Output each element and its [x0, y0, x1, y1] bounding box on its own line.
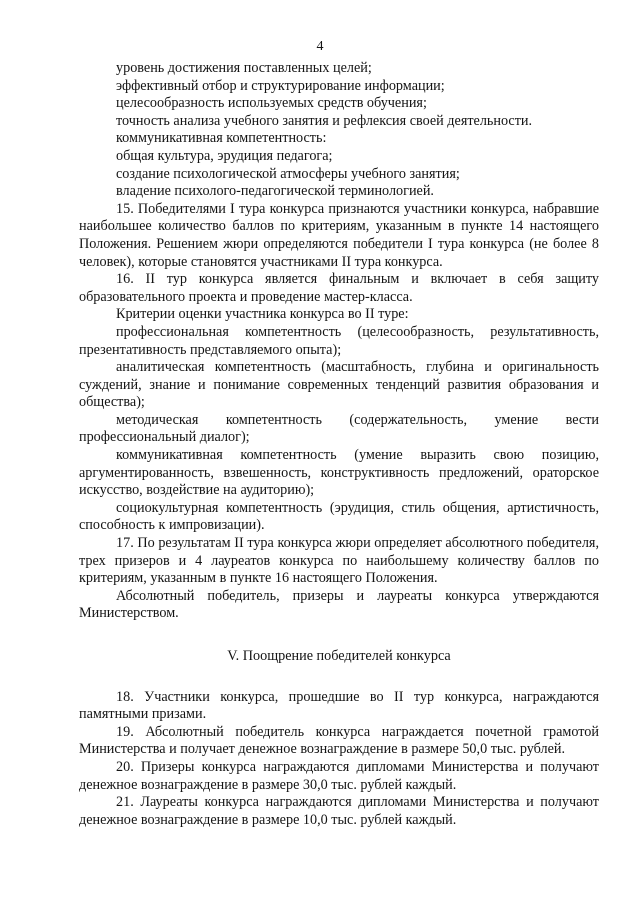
paragraph-item-17: 17. По результатам II тура конкурса жюри определяет абсолютного победителя, трех призеров и 4 лауреатов конкурса по наибольшему количеству баллов по критериям, указанным в пункте 16 настоящего Положения.	[79, 535, 599, 587]
paragraph: Критерии оценки участника конкурса во II туре:	[116, 306, 409, 323]
paragraph: аналитическая компетентность (масштабность, глубина и оригинальность суждений, знание и понимание современных тенденций развития образования и общества);	[79, 359, 599, 411]
paragraph: методическая компетентность (содержательность, умение вести профессиональный диалог);	[79, 411, 599, 446]
paragraph: коммуникативная компетентность:	[116, 130, 327, 147]
paragraph-item-20: 20. Призеры конкурса награждаются дипломами Министерства и получают денежное вознаграждение в размере 30,0 тыс. рублей каждый.	[79, 758, 599, 793]
paragraph: коммуникативная компетентность (умение выразить свою позицию, аргументированность, взвешенность, конструктивность предложений, ораторское искусство, воздействие на аудиторию);	[79, 447, 599, 499]
paragraph-item-16: 16. II тур конкурса является финальным и включает в себя защиту образовательного проекта и проведение мастер-класса.	[79, 271, 599, 305]
paragraph: профессиональная компетентность (целесообразность, результативность, презентативность представляемого опыта);	[79, 323, 599, 358]
paragraph: целесообразность используемых средств обучения;	[116, 95, 427, 112]
paragraph: уровень достижения поставленных целей;	[116, 60, 372, 76]
paragraph: владение психолого-педагогической терминологией.	[116, 183, 434, 200]
paragraph: эффективный отбор и структурирование информации;	[116, 77, 445, 94]
paragraph: создание психологической атмосферы учебного занятия;	[116, 165, 460, 182]
paragraph-item-18: 18. Участники конкурса, прошедшие во II тур конкурса, награждаются памятными призами.	[79, 688, 599, 723]
paragraph: общая культура, эрудиция педагога;	[116, 147, 333, 164]
paragraph-item-21: 21. Лауреаты конкурса награждаются дипломами Министерства и получают денежное вознаграждение в размере 10,0 тыс. рублей каждый.	[79, 794, 599, 828]
paragraph-item-15: 15. Победителями I тура конкурса признаются участники конкурса, набравшие наибольшее количество баллов по критериям, указанным в пункте 14 настоящего Положения. Решением жюри определяются победители I тура конкурса (не более 8 человек), которые становятся участниками II тура конкурса.	[79, 200, 599, 270]
paragraph: социокультурная компетентность (эрудиция, стиль общения, артистичность, способность к импровизации).	[79, 499, 599, 534]
paragraph-item-19: 19. Абсолютный победитель конкурса награждается почетной грамотой Министерства и получает денежное вознаграждение в размере 50,0 тыс. рублей.	[79, 723, 599, 758]
page-number: 4	[316, 39, 324, 54]
paragraph: Абсолютный победитель, призеры и лауреаты конкурса утверждаются Министерством.	[79, 587, 599, 622]
document-body	[79, 60, 599, 829]
paragraph: точность анализа учебного занятия и рефлексия своей деятельности.	[116, 112, 533, 129]
section-heading: V. Поощрение победителей конкурса	[227, 648, 451, 664]
